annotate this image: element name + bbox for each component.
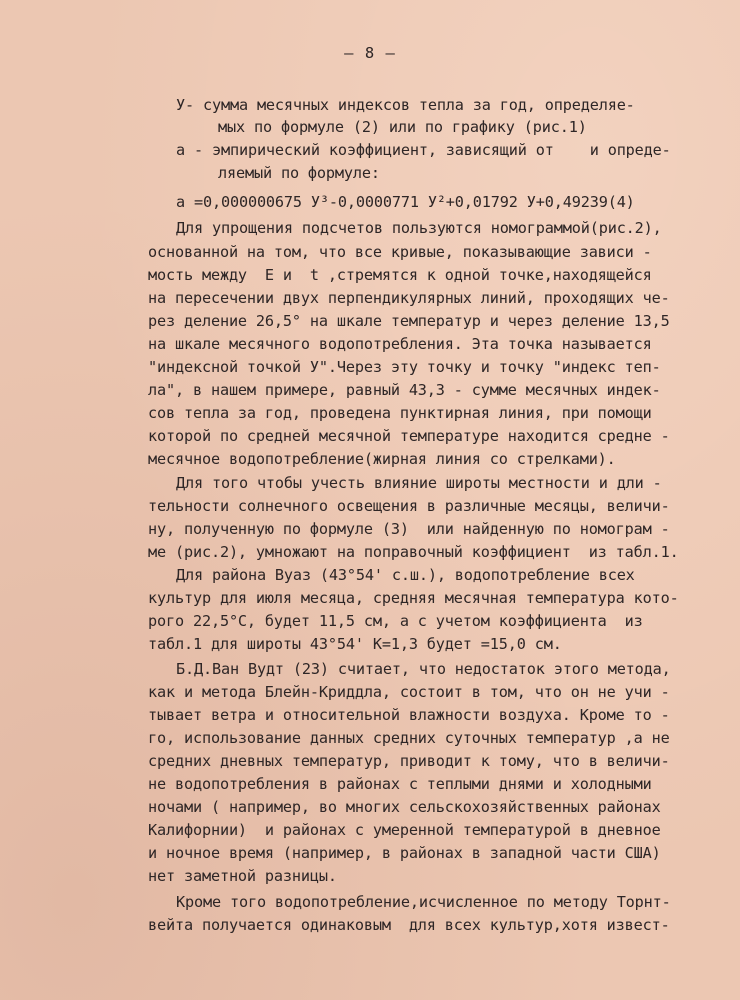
text-line: на пересечении двух перпендикулярных линий, проходящих че-: [148, 289, 670, 307]
text-line: Для того чтобы учесть влияние широты местности и дли -: [176, 474, 662, 492]
text-line: ляемый по формуле:: [218, 164, 380, 182]
text-line: ночами ( например, во многих сельскохозяйственных районах: [148, 798, 661, 816]
text-line: тывает ветра и относительной влажности воздуха. Кроме то -: [148, 706, 670, 724]
text-line: Б.Д.Ван Вудт (23) считает, что недостаток этого метода,: [176, 660, 671, 678]
text-line: У- сумма месячных индексов тепла за год, определяе-: [176, 96, 635, 114]
text-line: мость между Е и t ,стремятся к одной точке,находящейся: [148, 266, 652, 284]
formula-line: а =0,000000675 У³-0,0000771 У²+0,01792 У+0,49239(4): [176, 193, 635, 211]
text-line: табл.1 для широты 43°54' К=1,3 будет =15,0 см.: [148, 635, 562, 653]
text-line: ла", в нашем примере, равный 43,3 - сумме месячных индек-: [148, 381, 661, 399]
text-line: средних дневных температур, приводит к тому, что в величи-: [148, 752, 670, 770]
text-line: "индексной точкой У".Через эту точку и точку "индекс теп-: [148, 358, 661, 376]
text-line: ну, полученную по формуле (3) или найденную по номограм -: [148, 520, 670, 538]
text-line: Для упрощения подсчетов пользуются номограммой(рис.2),: [176, 219, 662, 237]
text-line: вейта получается одинаковым для всех культур,хотя извест-: [148, 916, 670, 934]
text-line: на шкале месячного водопотребления. Эта точка называется: [148, 335, 652, 353]
page-number: — 8 —: [344, 44, 396, 62]
text-line: и ночное время (например, в районах в западной части США): [148, 844, 661, 862]
text-line: которой по средней месячной температуре находится средне -: [148, 427, 670, 445]
text-line: ме (рис.2), умножают на поправочный коэффициент из табл.1.: [148, 543, 679, 561]
text-line: тельности солнечного освещения в различные месяцы, величи-: [148, 497, 670, 515]
text-line: мых по формуле (2) или по графику (рис.1): [218, 118, 587, 136]
text-line: нет заметной разницы.: [148, 867, 337, 885]
text-line: а - эмпирический коэффициент, зависящий от и опреде-: [176, 141, 671, 159]
text-line: сов тепла за год, проведена пунктирная линия, при помощи: [148, 404, 652, 422]
text-line: Кроме того водопотребление,исчисленное по методу Торнт-: [176, 893, 671, 911]
text-line: рого 22,5°С, будет 11,5 см, а с учетом коэффициента из: [148, 612, 643, 630]
text-line: месячное водопотребление(жирная линия со стрелками).: [148, 450, 616, 468]
text-line: культур для июля месяца, средняя месячная температура кото-: [148, 589, 679, 607]
text-line: как и метода Блейн-Криддла, состоит в том, что он не учи -: [148, 683, 670, 701]
text-line: не водопотребления в районах с теплыми днями и холодными: [148, 775, 652, 793]
text-line: Для района Вуаз (43°54' с.ш.), водопотребление всех: [176, 566, 635, 584]
text-line: основанной на том, что все кривые, показывающие зависи -: [148, 243, 652, 261]
text-line: рез деление 26,5° на шкале температур и через деление 13,5: [148, 312, 670, 330]
text-line: го, использование данных средних суточных температур ,а не: [148, 729, 670, 747]
text-line: Калифорнии) и районах с умеренной температурой в дневное: [148, 821, 661, 839]
